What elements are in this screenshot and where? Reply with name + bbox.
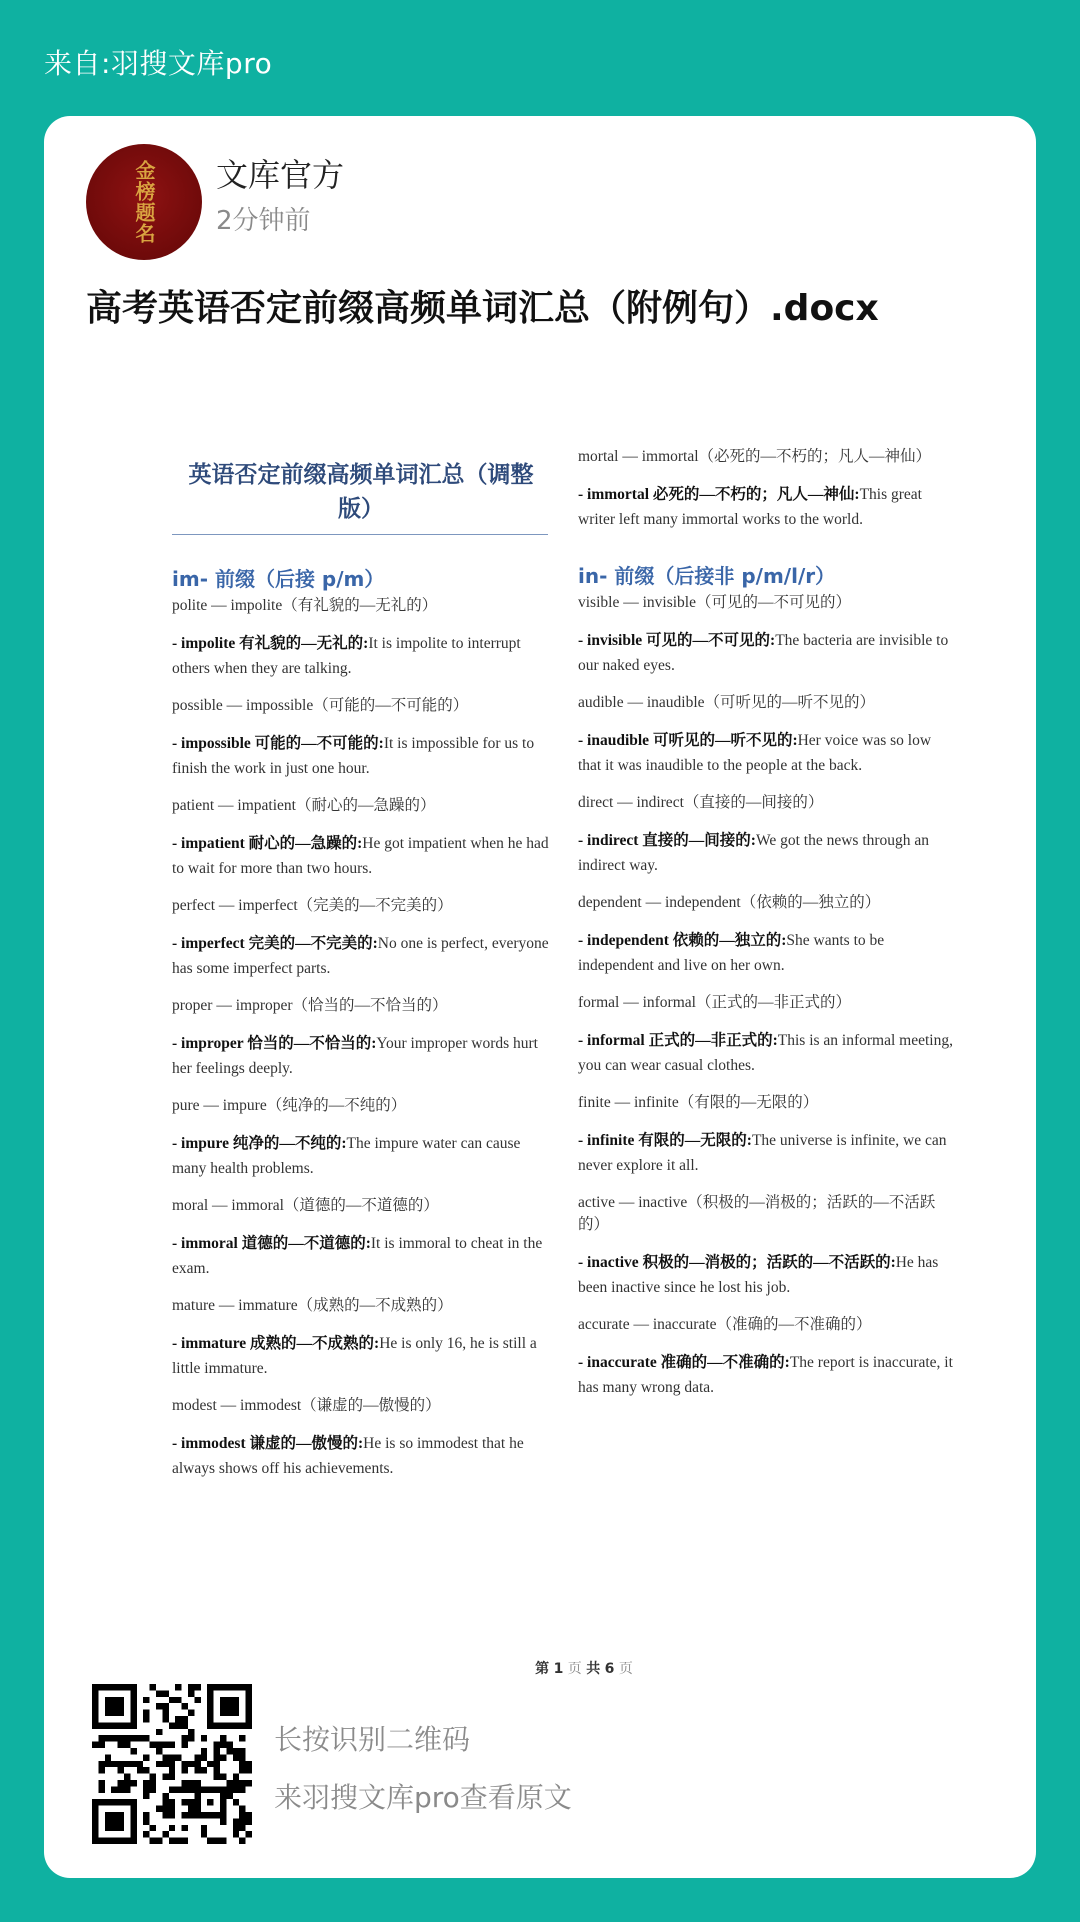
example-sentence xyxy=(578,1028,956,1078)
word-pair: visible — invisible（可见的—不可见的） xyxy=(578,594,851,611)
example-label: - informal 正式的—非正式的: xyxy=(578,1032,778,1049)
example-label: - indirect 直接的—间接的: xyxy=(578,832,756,849)
example-label: - immodest 谦虚的—傲慢的: xyxy=(172,1435,364,1452)
example-label: - inaudible 可听见的—听不见的: xyxy=(578,732,798,749)
page-current: 1 xyxy=(553,1661,564,1677)
word-pair: active — inactive（积极的—消极的；活跃的—不活跃的） xyxy=(578,1194,936,1233)
source-label: 来自:羽搜文库pro xyxy=(44,47,273,80)
page-total-label: 共 xyxy=(586,1661,601,1677)
example-text: He is only 16, he is still a little immature. xyxy=(172,1335,537,1377)
avatar-seal: 金榜题名 xyxy=(132,160,156,244)
example-sentence xyxy=(578,928,956,978)
example-text: This great writer left many immortal works to the world. xyxy=(578,486,922,528)
author-name[interactable]: 文库官方 xyxy=(216,156,345,194)
example-sentence xyxy=(578,482,956,532)
example-text: The bacteria are invisible to our naked eyes. xyxy=(578,632,949,674)
example-sentence xyxy=(578,1350,956,1400)
example-sentence xyxy=(578,628,956,678)
example-label: - immature 成熟的—不成熟的: xyxy=(172,1335,380,1352)
word-pair: direct — indirect（直接的—间接的） xyxy=(578,794,824,811)
example-text: No one is perfect, everyone has some imperfect parts. xyxy=(172,935,549,977)
doc-column-right xyxy=(578,446,956,1400)
example-label: - impure 纯净的—不纯的: xyxy=(172,1135,347,1152)
avatar[interactable] xyxy=(86,144,202,260)
page-label-unit: 页 xyxy=(567,1661,582,1677)
word-pair: polite — impolite（有礼貌的—无礼的） xyxy=(172,597,438,614)
word-pair: mortal — immortal（必死的—不朽的；凡人—神仙） xyxy=(578,448,932,465)
word-pair: dependent — independent（依赖的—独立的） xyxy=(578,894,881,911)
example-text: He has been inactive since he lost his job. xyxy=(578,1254,939,1296)
entry-list-in xyxy=(578,592,956,1400)
example-text: Her voice was so low that it was inaudible to the people at the back. xyxy=(578,732,932,774)
word-pair: moral — immoral（道德的—不道德的） xyxy=(172,1197,439,1214)
word-pair: audible — inaudible（可听见的—听不见的） xyxy=(578,694,876,711)
example-text: The universe is infinite, we can never explore it all. xyxy=(578,1132,947,1174)
document-title[interactable]: 高考英语否定前缀高频单词汇总（附例句）.docx xyxy=(86,288,879,329)
example-text: It is impossible for us to finish the work in just one hour. xyxy=(172,735,535,777)
example-text: It is impolite to interrupt others when they are talking. xyxy=(172,635,521,677)
qr-code[interactable] xyxy=(92,1684,252,1844)
word-pair: pure — impure（纯净的—不纯的） xyxy=(172,1097,407,1114)
word-pair: finite — infinite（有限的—无限的） xyxy=(578,1094,819,1111)
word-pair: formal — informal（正式的—非正式的） xyxy=(578,994,851,1011)
example-label: - immoral 道德的—不道德的: xyxy=(172,1235,371,1252)
example-label: - invisible 可见的—不可见的: xyxy=(578,632,776,649)
doc-column-left xyxy=(172,446,550,1481)
document-preview[interactable] xyxy=(164,446,1004,1706)
example-text: He got impatient when he had to wait for more than two hours. xyxy=(172,835,549,877)
word-pair: perfect — imperfect（完美的—不完美的） xyxy=(172,897,453,914)
example-sentence xyxy=(578,1250,956,1300)
example-label: - improper 恰当的—不恰当的: xyxy=(172,1035,377,1052)
post-card xyxy=(44,116,1036,1878)
word-pair: proper — improper（恰当的—不恰当的） xyxy=(172,997,448,1014)
example-label: - immortal 必死的—不朽的；凡人—神仙: xyxy=(578,486,860,503)
word-pair: accurate — inaccurate（准确的—不准确的） xyxy=(578,1316,872,1333)
word-pair: possible — impossible（可能的—不可能的） xyxy=(172,697,469,714)
page-total-unit: 页 xyxy=(618,1661,633,1677)
qr-hint-line1: 长按识别二维码 xyxy=(274,1723,471,1756)
example-sentence xyxy=(578,728,956,778)
example-text: The impure water can cause many health problems. xyxy=(172,1135,521,1177)
post-time: 2分钟前 xyxy=(216,206,311,236)
word-pair: mature — immature（成熟的—不成熟的） xyxy=(172,1297,453,1314)
example-sentence xyxy=(172,1131,550,1181)
example-label: - independent 依赖的—独立的: xyxy=(578,932,787,949)
word-pair: patient — impatient（耐心的—急躁的） xyxy=(172,797,436,814)
example-label: - inactive 积极的—消极的；活跃的—不活跃的: xyxy=(578,1254,896,1271)
page-label-pre: 第 xyxy=(535,1661,550,1677)
example-sentence xyxy=(578,1128,956,1178)
example-sentence xyxy=(172,1031,550,1081)
example-text: This is an informal meeting, you can wear casual clothes. xyxy=(578,1032,953,1074)
example-sentence xyxy=(172,731,550,781)
example-label: - impatient 耐心的—急躁的: xyxy=(172,835,363,852)
example-label: - inaccurate 准确的—不准确的: xyxy=(578,1354,790,1371)
entry-list-im xyxy=(172,595,550,1481)
example-sentence xyxy=(172,631,550,681)
example-text: The report is inaccurate, it has many wrong data. xyxy=(578,1354,953,1396)
example-sentence xyxy=(172,1331,550,1381)
page-number xyxy=(164,1658,1004,1678)
example-text: We got the news through an indirect way. xyxy=(578,832,930,874)
example-label: - impossible 可能的—不可能的: xyxy=(172,735,384,752)
section-title-im: im- 前缀（后接 p/m） xyxy=(172,567,385,591)
page-total: 6 xyxy=(604,1661,615,1677)
example-text: It is immoral to cheat in the exam. xyxy=(172,1235,543,1277)
example-sentence xyxy=(172,1231,550,1281)
example-sentence xyxy=(172,831,550,881)
example-sentence xyxy=(172,1431,550,1481)
example-sentence xyxy=(172,931,550,981)
example-sentence xyxy=(578,828,956,878)
example-text: Your improper words hurt her feelings deeply. xyxy=(172,1035,538,1077)
word-pair: modest — immodest（谦虚的—傲慢的） xyxy=(172,1397,441,1414)
example-label: - impolite 有礼貌的—无礼的: xyxy=(172,635,369,652)
qr-hint-line2: 来羽搜文库pro查看原文 xyxy=(274,1781,572,1814)
example-label: - imperfect 完美的—不完美的: xyxy=(172,935,378,952)
section-title-in: in- 前缀（后接非 p/m/l/r） xyxy=(578,564,836,588)
example-text: She wants to be independent and live on her own. xyxy=(578,932,885,974)
example-label: - infinite 有限的—无限的: xyxy=(578,1132,752,1149)
example-text: He is so immodest that he always shows off his achievements. xyxy=(172,1435,524,1477)
doc-heading: 英语否定前缀高频单词汇总（调整版） xyxy=(188,462,534,522)
heading-divider xyxy=(172,534,548,535)
